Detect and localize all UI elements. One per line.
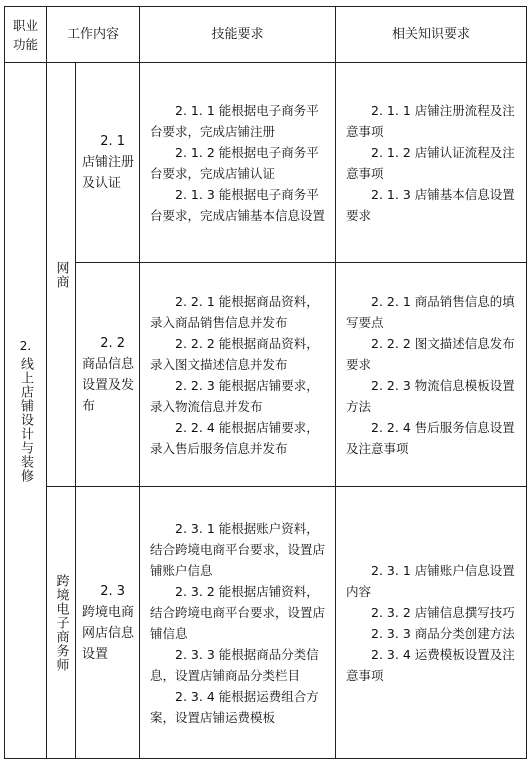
knowledge-cell bbox=[336, 487, 527, 759]
header-knowledge: 相关知识要求 bbox=[336, 7, 527, 63]
skill-item: 2. 2. 1 能根据商品资料，录入商品销售信息并发布 bbox=[150, 293, 319, 330]
header-content: 工作内容 bbox=[47, 7, 140, 63]
group-name: 跨境电子商务师 bbox=[53, 573, 69, 672]
content-code: 2. 1 bbox=[100, 134, 126, 149]
knowledge-cell bbox=[336, 63, 527, 263]
function-name: 线上店铺设计与装修 bbox=[18, 356, 33, 483]
knowledge-item: 2. 2. 3 物流信息模板设置方法 bbox=[346, 377, 515, 414]
content-text: 店铺注册及认证 bbox=[82, 155, 135, 191]
knowledge-item: 2. 3. 2 店铺信息撰写技巧 bbox=[371, 604, 515, 620]
skill-item: 2. 2. 2 能根据商品资料，录入图文描述信息并发布 bbox=[150, 335, 319, 372]
skills-cell bbox=[140, 487, 336, 759]
skill-item: 2. 3. 3 能根据商品分类信息，设置店铺商品分类栏目 bbox=[150, 646, 319, 683]
skills-cell bbox=[140, 263, 336, 487]
header-skills: 技能要求 bbox=[140, 7, 336, 63]
header-row bbox=[5, 7, 527, 63]
function-number: 2. bbox=[19, 338, 32, 353]
knowledge-item: 2. 1. 2 店铺认证流程及注意事项 bbox=[346, 144, 515, 181]
knowledge-cell bbox=[336, 263, 527, 487]
content-text: 跨境电商网店信息设置 bbox=[82, 604, 135, 662]
knowledge-item: 2. 3. 4 运费模板设置及注意事项 bbox=[346, 646, 515, 683]
skill-item: 2. 1. 1 能根据电子商务平台要求，完成店铺注册 bbox=[150, 102, 319, 139]
table-row bbox=[5, 63, 527, 263]
content-cell bbox=[76, 487, 140, 759]
knowledge-item: 2. 1. 1 店铺注册流程及注意事项 bbox=[346, 102, 515, 139]
skill-item: 2. 3. 1 能根据账户资料，结合跨境电商平台要求，设置店铺账户信息 bbox=[150, 520, 326, 578]
table-row bbox=[5, 487, 527, 759]
content-code: 2. 2 bbox=[100, 335, 126, 351]
skill-item: 2. 1. 3 能根据电子商务平台要求，完成店铺基本信息设置 bbox=[150, 186, 326, 223]
content-cell bbox=[76, 263, 140, 487]
skill-item: 2. 3. 2 能根据店铺资料，结合跨境电商平台要求，设置店铺信息 bbox=[150, 583, 326, 641]
table-row bbox=[5, 263, 527, 487]
knowledge-item: 2. 3. 3 商品分类创建方法 bbox=[371, 625, 515, 641]
content-cell bbox=[76, 63, 140, 263]
knowledge-item: 2. 2. 2 图文描述信息发布要求 bbox=[346, 335, 515, 372]
knowledge-item: 2. 1. 3 店铺基本信息设置要求 bbox=[346, 186, 515, 223]
group-name: 网商 bbox=[53, 260, 69, 289]
skill-item: 2. 2. 3 能根据店铺要求，录入物流信息并发布 bbox=[150, 377, 319, 414]
content-code: 2. 3 bbox=[100, 583, 126, 599]
skills-cell bbox=[140, 63, 336, 263]
skill-item: 2. 2. 4 能根据店铺要求，录入售后服务信息并发布 bbox=[150, 419, 319, 456]
function-cell bbox=[5, 63, 47, 759]
group-cell-wangshang bbox=[47, 63, 76, 487]
skill-item: 2. 1. 2 能根据电子商务平台要求，完成店铺认证 bbox=[150, 144, 319, 181]
content-text: 商品信息设置及发布 bbox=[82, 356, 135, 414]
header-function: 职业功能 bbox=[5, 7, 47, 63]
skill-standard-table bbox=[4, 6, 527, 759]
group-cell-kuajing bbox=[47, 487, 76, 759]
knowledge-item: 2. 2. 4 售后服务信息设置及注意事项 bbox=[346, 419, 515, 456]
knowledge-item: 2. 3. 1 店铺账户信息设置内容 bbox=[346, 562, 515, 599]
skill-item: 2. 3. 4 能根据运费组合方案，设置店铺运费模板 bbox=[150, 688, 319, 725]
knowledge-item: 2. 2. 1 商品销售信息的填写要点 bbox=[346, 293, 515, 330]
